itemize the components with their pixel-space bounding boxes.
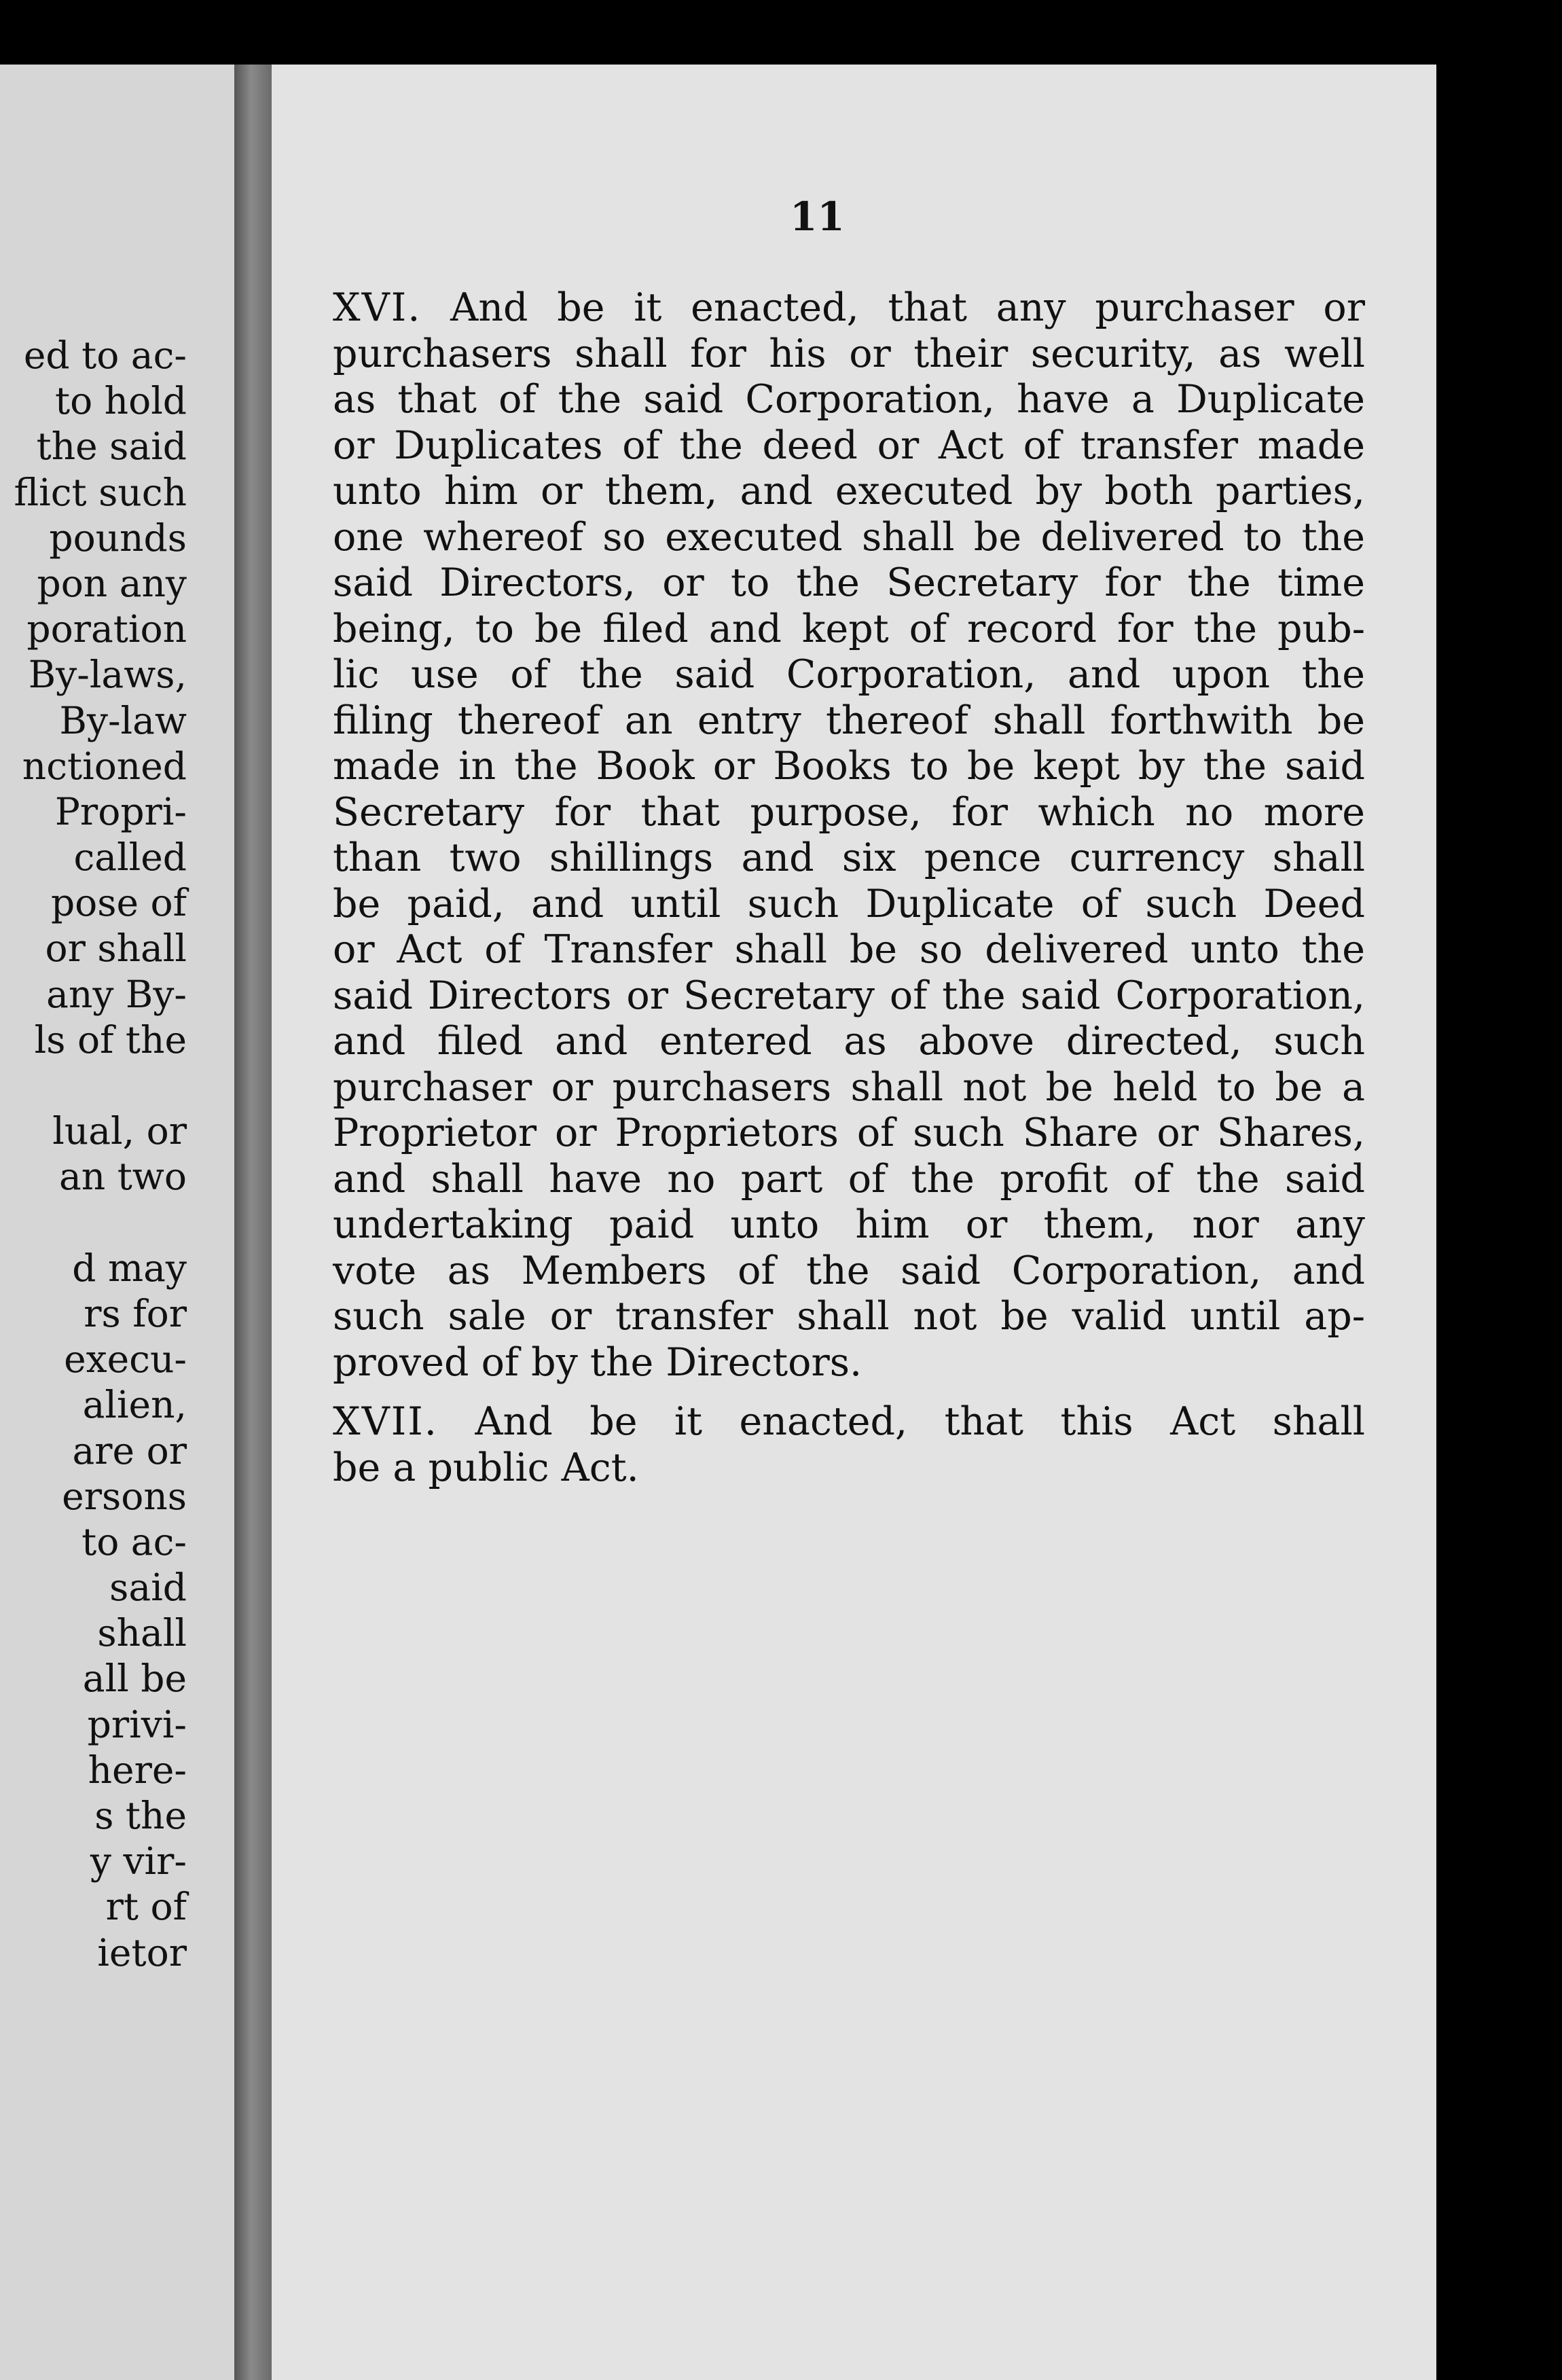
left-page-line: here- <box>88 1748 187 1792</box>
line-text: as that of the said Corporation, have a Duplicate <box>333 377 1365 422</box>
left-page-line: rt of <box>105 1885 187 1929</box>
line-text: or Act of Transfer shall be so delivered unto the <box>333 927 1365 972</box>
left-page-line: the said <box>36 425 187 469</box>
text-line <box>333 1019 1365 1065</box>
text-line <box>333 423 1365 469</box>
line-text: said Directors or Secretary of the said Corporation, <box>333 973 1365 1018</box>
text-line <box>333 835 1365 882</box>
left-page-line: poration <box>26 607 187 651</box>
left-page-line: said <box>109 1566 187 1610</box>
left-page-line: Propri- <box>54 789 187 833</box>
left-page-text <box>0 333 187 1976</box>
line-text: purchaser or purchasers shall not be held to be a <box>333 1064 1365 1110</box>
line-text: such sale or transfer shall not be valid until ap- <box>333 1294 1365 1339</box>
left-page-line: flict such <box>14 470 187 514</box>
left-page-line: an two <box>59 1155 187 1199</box>
left-page-line: pon any <box>37 561 187 605</box>
line-text: one whereof so executed shall be delivered to the <box>333 514 1365 560</box>
line-text: and filed and entered as above directed, such <box>333 1019 1365 1064</box>
line-text: And be it enacted, that any purchaser or <box>450 285 1365 330</box>
line-text: unto him or them, and executed by both parties, <box>333 469 1365 513</box>
left-page-line: ietor <box>97 1930 187 1975</box>
line-text: and shall have no part of the profit of the said <box>333 1156 1365 1202</box>
line-text: made in the Book or Books to be kept by the said <box>333 744 1365 789</box>
left-page-line: pounds <box>49 516 187 560</box>
text-line <box>333 1111 1365 1157</box>
line-text: And be it enacted, that this Act shall <box>475 1399 1365 1444</box>
left-page-line: ed to ac- <box>23 333 187 377</box>
page-number: 11 <box>790 194 845 240</box>
left-page-line: to hold <box>54 379 187 423</box>
document-body <box>333 285 1365 1491</box>
section-numeral: XVII. <box>333 1399 438 1444</box>
text-line <box>333 1340 1365 1386</box>
left-page-line: pose of <box>50 881 187 925</box>
text-line <box>333 1294 1365 1340</box>
section-numeral: XVI. <box>333 285 422 330</box>
line-text: Proprietor or Proprietors of such Share or Shares, <box>333 1111 1365 1155</box>
text-line <box>333 882 1365 928</box>
section-xvi <box>333 285 1365 1386</box>
left-page-line: y vir- <box>90 1839 187 1883</box>
line-text: be paid, and until such Duplicate of such Deed <box>333 881 1365 926</box>
text-line <box>333 1202 1365 1248</box>
left-page-line: any By- <box>46 972 187 1016</box>
line-text: vote as Members of the said Corporation, and <box>333 1248 1365 1293</box>
line-text: be a public Act. <box>333 1445 639 1490</box>
line-text: or Duplicates of the deed or Act of transfer made <box>333 422 1365 468</box>
scan-border-right <box>1436 0 1562 2380</box>
left-page-line: ersons <box>62 1474 187 1518</box>
line-text: being, to be filed and kept of record for the pub- <box>333 606 1365 651</box>
line-text: purchasers shall for his or their security, as well <box>333 331 1365 376</box>
scan-border-top <box>0 0 1562 65</box>
text-line <box>333 607 1365 653</box>
left-page-line: s the <box>94 1794 187 1837</box>
left-page-line: ls of the <box>34 1017 187 1062</box>
left-page-line: called <box>73 835 187 880</box>
text-line <box>333 973 1365 1020</box>
left-page-line: d may <box>72 1246 187 1290</box>
left-page-line: rs for <box>84 1291 187 1335</box>
left-page-line: are or <box>72 1428 187 1473</box>
line-text: proved of by the Directors. <box>333 1339 862 1385</box>
text-line <box>333 927 1365 973</box>
text-line <box>333 377 1365 423</box>
left-page-line: alien, <box>82 1383 187 1427</box>
book-gutter <box>234 65 272 2380</box>
left-page-line <box>0 1063 187 1108</box>
left-page-line: execu- <box>64 1337 187 1382</box>
text-line <box>333 331 1365 378</box>
section-xvii <box>333 1399 1365 1491</box>
text-line <box>333 285 1365 331</box>
text-line <box>333 652 1365 698</box>
line-text: lic use of the said Corporation, and upon the <box>333 652 1365 697</box>
text-line <box>333 1248 1365 1295</box>
left-page-line: all be <box>82 1657 187 1701</box>
left-page-line: privi- <box>87 1702 187 1746</box>
text-line <box>333 744 1365 790</box>
left-page-line: lual, or <box>52 1109 187 1153</box>
text-line <box>333 1065 1365 1111</box>
text-line <box>333 790 1365 836</box>
line-text: than two shillings and six pence currency shall <box>333 835 1365 880</box>
text-line <box>333 560 1365 607</box>
left-page-line: shall <box>97 1611 187 1655</box>
text-line <box>333 515 1365 561</box>
left-page-line: By-law <box>59 698 187 742</box>
left-page-fragment <box>0 65 234 2380</box>
line-text: Secretary for that purpose, for which no more <box>333 789 1365 835</box>
left-page-line: nctioned <box>22 744 187 788</box>
line-text: undertaking paid unto him or them, nor any <box>333 1202 1365 1247</box>
text-line <box>333 698 1365 744</box>
text-line <box>333 1399 1365 1445</box>
line-text: filing thereof an entry thereof shall forthwith be <box>333 698 1365 743</box>
text-line <box>333 1157 1365 1203</box>
text-line <box>333 1445 1365 1492</box>
left-page-line <box>0 1200 187 1246</box>
left-page-line: By-laws, <box>28 653 187 697</box>
line-text: said Directors, or to the Secretary for the time <box>333 560 1365 605</box>
left-page-line: or shall <box>45 926 187 971</box>
left-page-line: to ac- <box>81 1519 187 1564</box>
text-line <box>333 469 1365 515</box>
